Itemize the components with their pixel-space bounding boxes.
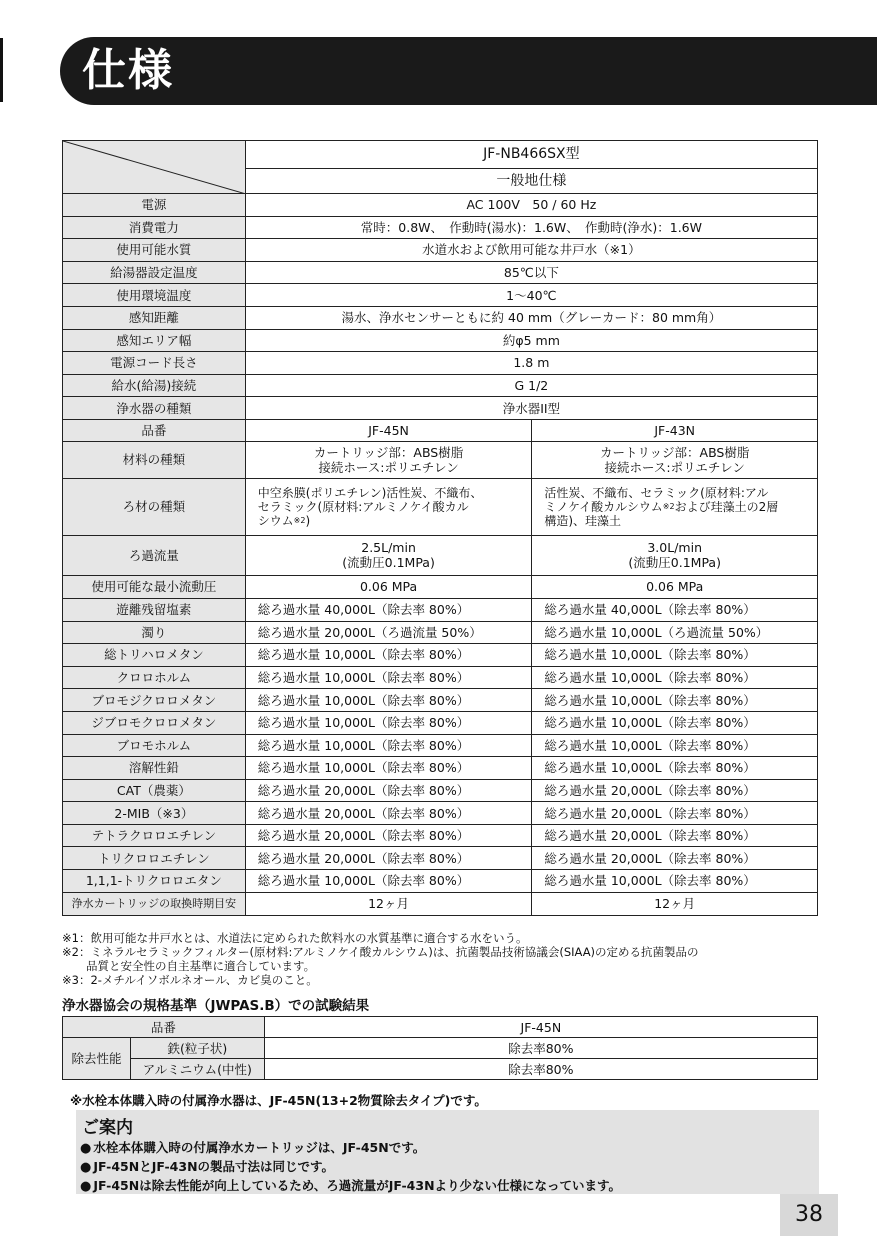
filter-label: ろ材の種類 (63, 478, 246, 535)
cartridge-label: 品番 (63, 419, 246, 441)
model-name: JF-NB466SX型 (245, 141, 817, 169)
spec-value: 湯水、浄水センサーともに約 40 mm（グレーカード：80 mm角） (245, 306, 817, 329)
substance-row (63, 779, 818, 802)
spec-label: 使用環境温度 (63, 284, 246, 307)
spec-row (63, 216, 818, 239)
footnotes (62, 931, 822, 987)
spec-row (63, 194, 818, 217)
jwpas-heading: 浄水器協会の規格基準（JWPAS.B）での試験結果 (62, 998, 370, 1014)
title-banner (60, 37, 877, 105)
substance-value: 総ろ過水量 40,000L（除去率 80%） (532, 598, 818, 621)
substance-row (63, 757, 818, 780)
spec-label: 給水(給湯)接続 (63, 374, 246, 397)
spec-value: G 1/2 (245, 374, 817, 397)
spec-row (63, 261, 818, 284)
spec-label: 消費電力 (63, 216, 246, 239)
jwpas-table (62, 1016, 818, 1080)
spec-label: 感知距離 (63, 306, 246, 329)
substance-row (63, 598, 818, 621)
note-1: ※1：飲用可能な井戸水とは、水道法に定められた飲料水の水質基準に適合する水をいう。 (62, 931, 528, 945)
jwpas-col-label: 品番 (63, 1017, 265, 1038)
spec-label: 電源 (63, 194, 246, 217)
spec-value: 水道水および飲用可能な井戸水（※1） (245, 239, 817, 262)
substance-value: 総ろ過水量 20,000L（除去率 80%） (245, 802, 532, 825)
substance-value: 総ろ過水量 20,000L（除去率 80%） (532, 779, 818, 802)
substance-value: 総ろ過水量 10,000L（除去率 80%） (532, 734, 818, 757)
substance-row (63, 870, 818, 893)
accessory-note: ※水栓本体購入時の付属浄水器は、JF-45N(13+2物質除去タイプ)です。 (70, 1093, 487, 1108)
jwpas-col-value: JF-45N (264, 1017, 817, 1038)
substance-row (63, 666, 818, 689)
substance-value: 総ろ過水量 20,000L（除去率 80%） (245, 847, 532, 870)
substance-value: 総ろ過水量 10,000L（除去率 80%） (532, 711, 818, 734)
bullet-icon: ● (80, 1141, 92, 1156)
page-number: 38 (780, 1194, 838, 1236)
spec-value: 浄水器II型 (245, 397, 817, 420)
guide-box (76, 1110, 819, 1194)
substance-row (63, 802, 818, 825)
material-row (63, 441, 818, 478)
substance-label: ブロモジクロロメタン (63, 689, 246, 712)
material-label: 材料の種類 (63, 441, 246, 478)
spec-row (63, 352, 818, 375)
note-3: ※3：2-メチルイソボルネオール、カビ臭のこと。 (62, 973, 318, 987)
spec-value: 85℃以下 (245, 261, 817, 284)
substance-label: ブロモホルム (63, 734, 246, 757)
spec-row (63, 306, 818, 329)
substance-label: 溶解性鉛 (63, 757, 246, 780)
spec-label: 使用可能水質 (63, 239, 246, 262)
jwpas-row-label: アルミニウム(中性) (130, 1059, 264, 1080)
substance-row (63, 824, 818, 847)
model-subtitle: 一般地仕様 (245, 169, 817, 194)
spec-row (63, 239, 818, 262)
guide-title: ご案内 (82, 1118, 133, 1138)
replace-row (63, 892, 818, 915)
substance-label: 1,1,1-トリクロロエタン (63, 870, 246, 893)
flow-value: 3.0L/min (流動圧0.1MPa) (532, 535, 818, 575)
substance-label: 遊離残留塩素 (63, 598, 246, 621)
substance-label: クロロホルム (63, 666, 246, 689)
substance-value: 総ろ過水量 10,000L（除去率 80%） (245, 644, 532, 667)
substance-value: 総ろ過水量 10,000L（ろ過流量 50%） (532, 621, 818, 644)
jwpas-row-label: 鉄(粒子状) (130, 1038, 264, 1059)
filter-row (63, 478, 818, 535)
spec-label: 給湯器設定温度 (63, 261, 246, 284)
spec-value: 約φ5 mm (245, 329, 817, 352)
substance-label: テトラクロロエチレン (63, 824, 246, 847)
jwpas-group-label: 除去性能 (63, 1038, 131, 1080)
substance-row (63, 734, 818, 757)
replace-label: 浄水カートリッジの取換時期目安 (63, 892, 246, 915)
guide-item: ● JF-45Nは除去性能が向上しているため、ろ過流量がJF-43Nより少ない仕様になっています。 (80, 1178, 622, 1194)
cartridge-model: JF-43N (532, 419, 818, 441)
bullet-icon: ● (80, 1179, 92, 1194)
substance-value: 総ろ過水量 10,000L（除去率 80%） (532, 757, 818, 780)
substance-value: 総ろ過水量 10,000L（除去率 80%） (532, 666, 818, 689)
material-value: カートリッジ部：ABS樹脂 接続ホース:ポリエチレン (245, 441, 532, 478)
substance-value: 総ろ過水量 10,000L（除去率 80%） (245, 757, 532, 780)
substance-value: 総ろ過水量 10,000L（除去率 80%） (532, 870, 818, 893)
substance-value: 総ろ過水量 40,000L（除去率 80%） (245, 598, 532, 621)
jwpas-row-value: 除去率80% (264, 1059, 817, 1080)
spec-value: AC 100V 50 / 60 Hz (245, 194, 817, 217)
header-diagonal-cell (63, 141, 246, 194)
substance-value: 総ろ過水量 10,000L（除去率 80%） (532, 689, 818, 712)
spec-row (63, 329, 818, 352)
guide-item: ● JF-45NとJF-43Nの製品寸法は同じです。 (80, 1159, 335, 1175)
cartridge-row (63, 419, 818, 441)
substance-row (63, 689, 818, 712)
bullet-icon: ● (80, 1160, 92, 1175)
substance-value: 総ろ過水量 20,000L（除去率 80%） (532, 824, 818, 847)
spec-label: 感知エリア幅 (63, 329, 246, 352)
substance-value: 総ろ過水量 20,000L（ろ過流量 50%） (245, 621, 532, 644)
spec-table (62, 140, 818, 916)
spec-label: 浄水器の種類 (63, 397, 246, 420)
minpress-value: 0.06 MPa (245, 575, 532, 598)
substance-value: 総ろ過水量 20,000L（除去率 80%） (532, 802, 818, 825)
spec-row (63, 397, 818, 420)
minpress-row (63, 575, 818, 598)
left-edge-bar (0, 38, 3, 102)
substance-label: 総トリハロメタン (63, 644, 246, 667)
substance-value: 総ろ過水量 20,000L（除去率 80%） (532, 847, 818, 870)
substance-value: 総ろ過水量 10,000L（除去率 80%） (532, 644, 818, 667)
flow-value: 2.5L/min (流動圧0.1MPa) (245, 535, 532, 575)
substance-value: 総ろ過水量 10,000L（除去率 80%） (245, 666, 532, 689)
flow-label: ろ過流量 (63, 535, 246, 575)
substance-row (63, 621, 818, 644)
substance-label: トリクロロエチレン (63, 847, 246, 870)
substance-label: ジブロモクロロメタン (63, 711, 246, 734)
substance-value: 総ろ過水量 10,000L（除去率 80%） (245, 711, 532, 734)
flow-row (63, 535, 818, 575)
substance-label: CAT（農薬） (63, 779, 246, 802)
substance-row (63, 847, 818, 870)
substance-label: 2-MIB（※3） (63, 802, 246, 825)
substance-value: 総ろ過水量 20,000L（除去率 80%） (245, 824, 532, 847)
substance-value: 総ろ過水量 10,000L（除去率 80%） (245, 689, 532, 712)
spec-value: 常時：0.8W、 作動時(湯水)：1.6W、 作動時(浄水)：1.6W (245, 216, 817, 239)
note-2: ※2：ミネラルセラミックフィルター(原材料:アルミノケイ酸カルシウム)は、抗菌製品技術協議会(SIAA)の定める抗菌製品の (62, 945, 699, 959)
minpress-value: 0.06 MPa (532, 575, 818, 598)
spec-label: 電源コード長さ (63, 352, 246, 375)
diagonal-line (63, 141, 245, 194)
guide-item: ● 水栓本体購入時の付属浄水カートリッジは、JF-45Nです。 (80, 1140, 426, 1156)
spec-value: 1～40℃ (245, 284, 817, 307)
jwpas-row-value: 除去率80% (264, 1038, 817, 1059)
minpress-label: 使用可能な最小流動圧 (63, 575, 246, 598)
material-value: カートリッジ部：ABS樹脂 接続ホース:ポリエチレン (532, 441, 818, 478)
page-title: 仕様 (82, 45, 174, 96)
substance-row (63, 644, 818, 667)
replace-value: 12ヶ月 (245, 892, 532, 915)
replace-value: 12ヶ月 (532, 892, 818, 915)
spec-row (63, 284, 818, 307)
filter-value: 活性炭、不織布、セラミック(原材料:アル ミノケイ酸カルシウム$^{※2}$および珪藻土の2層 構造)、珪藻土 (532, 478, 818, 535)
note-2-cont: 品質と安全性の自主基準に適合しています。 (86, 959, 316, 973)
substance-value: 総ろ過水量 20,000L（除去率 80%） (245, 779, 532, 802)
cartridge-model: JF-45N (245, 419, 532, 441)
substance-value: 総ろ過水量 10,000L（除去率 80%） (245, 734, 532, 757)
spec-row (63, 374, 818, 397)
substance-value: 総ろ過水量 10,000L（除去率 80%） (245, 870, 532, 893)
filter-value: 中空糸膜(ポリエチレン)活性炭、不織布、 セラミック(原材料:アルミノケイ酸カル シウム$^{※2}$) (245, 478, 532, 535)
spec-value: 1.8 m (245, 352, 817, 375)
substance-row (63, 711, 818, 734)
substance-label: 濁り (63, 621, 246, 644)
